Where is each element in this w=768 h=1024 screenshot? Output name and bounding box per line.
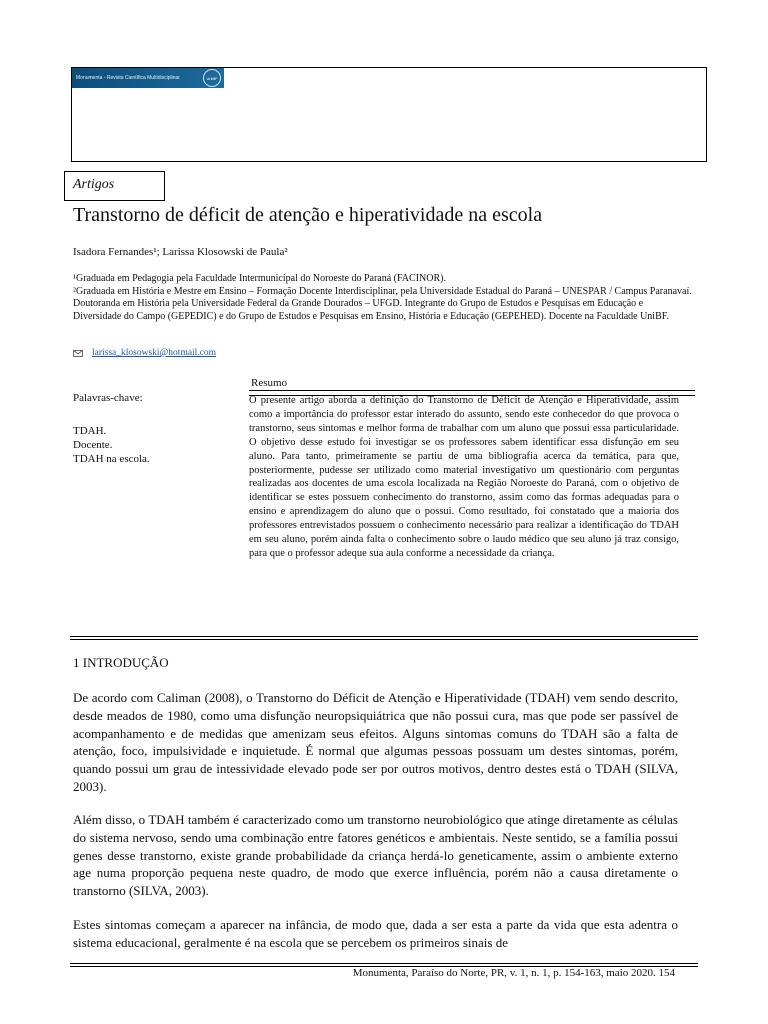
page-footer: Monumenta, Paraíso do Norte, PR, v. 1, n. 1, p. 154-163, maio 2020. 154 (352, 967, 675, 979)
section-divider (70, 636, 698, 640)
envelope-icon (73, 350, 83, 357)
keywords-list (73, 424, 150, 466)
email-row (73, 348, 216, 358)
authors: Isadora Fernandes¹; Larissa Klosowski de Paula² (73, 246, 288, 258)
affiliations (73, 273, 693, 324)
keywords-label: Palavras-chave: (73, 392, 143, 404)
body-paragraph-3: Estes sintomas começam a aparecer na infância, de modo que, dada a ser esta a parte da vida que esta adentra o sistema educacional, geralmente é na escola que se percebem os primeiros sinais de (73, 917, 678, 950)
introduction-heading: 1 INTRODUÇÃO (73, 655, 169, 670)
abstract-label: Resumo (251, 377, 288, 389)
body-paragraph-2: Além disso, o TDAH também é caracterizado como um transtorno neurobiológico que atinge diretamente as células do sistema nervoso, sendo uma combinação entre fatores genéticos e ambientais. Neste sentido, se a família possui genes desse transtorno, existe grande probabilidade da criança herdá-lo geneticamente, assim o ambiente externo age numa proporção pequena neste quadro, de modo que exerce influência, porém não a causa diretamente o transtorno (SILVA, 2003). (73, 812, 678, 899)
section-label: Artigos (64, 171, 165, 201)
journal-seal-icon: UniBF (203, 69, 221, 87)
keyword-item: Docente. (73, 439, 113, 451)
affiliation-2: ²Graduada em História e Mestre em Ensino – Formação Docente Interdisciplinar, pela Universidade Estadual do Paraná – UNESPAR / Campus Paranavaí. Doutoranda em História pela Universidade Federal da Grande Dourados – UFGD. Integrante do Grupo de Estudos e Pesquisas em Educação e Diversidade do Campo (GEPEDIC) e do Grupo de Estudos e Pesquisas em Ensino, História e Educação (GEPEHED). Docente na Faculdade UniBF. (73, 285, 692, 323)
body-paragraph-1: De acordo com Caliman (2008), o Transtorno do Déficit de Atenção e Hiperatividade (TDAH) vem sendo descrito, desde meados de 1980, como uma disfunção neuropsiquiátrica que não possui cura, mas que pode ser passível de acompanhamento e de medidas que amenizam seus efeitos. Alguns sintomas comuns do TDAH são a falta de atenção, foco, impulsividade e inquietude. É normal que algumas pessoas possuam um destes sintomas, porém, quando possui um grau de intessividade elevado pode ser por outros motivos, dentro destes está o TDAH (SILVA, 2003). (73, 690, 678, 794)
abstract-text: O presente artigo aborda a definição do Transtorno de Déficit de Atenção e Hiperatividade, assim como a importância do professor estar interado do assunto, sendo este conhecedor do que provoca o transtorno, seus sintomas e melhor forma de trabalhar com um aluno que possui essa particularidade. O objetivo desse estudo foi investigar se os professores sabem identificar essa disfunção em seu aluno. Para tanto, primeiramente se partiu de uma bibliografia acerca da temática, para que, posteriormente, pudesse ser utilizado como material investigativo um questionário com perguntas realizadas aos docentes de uma escola localizada na Região Noroeste do Paraná, com o objetivo de identificar se estes possuem conhecimento do transtorno, assim como das formas adequadas para o ensino e aprendizagem do aluno que o possui. Como resultado, foi constatado que a maioria dos professores entrevistados possuem o conhecimento necessário para realizar a identificação do TDAH em seu aluno, porém ainda falta o conhecimento sobre o laudo médico que seu aluno já traz consigo, para que o professor adeque sua aula conforme a necessidade da criança. (249, 395, 679, 559)
journal-banner-text: Monumenta - Revista Científica Multidisciplinar (76, 75, 180, 81)
keyword-item: TDAH. (73, 425, 107, 437)
article-title: Transtorno de déficit de atenção e hiperatividade na escola (73, 204, 543, 226)
affiliation-1: ¹Graduada em Pedagogia pela Faculdade Intermunicipal do Noroeste do Paraná (FACINOR). (73, 273, 446, 284)
author-email-link[interactable]: larissa_klosowski@hotmail.com (92, 348, 217, 358)
journal-logo-banner (72, 68, 224, 88)
keyword-item: TDAH na escola. (73, 453, 150, 465)
